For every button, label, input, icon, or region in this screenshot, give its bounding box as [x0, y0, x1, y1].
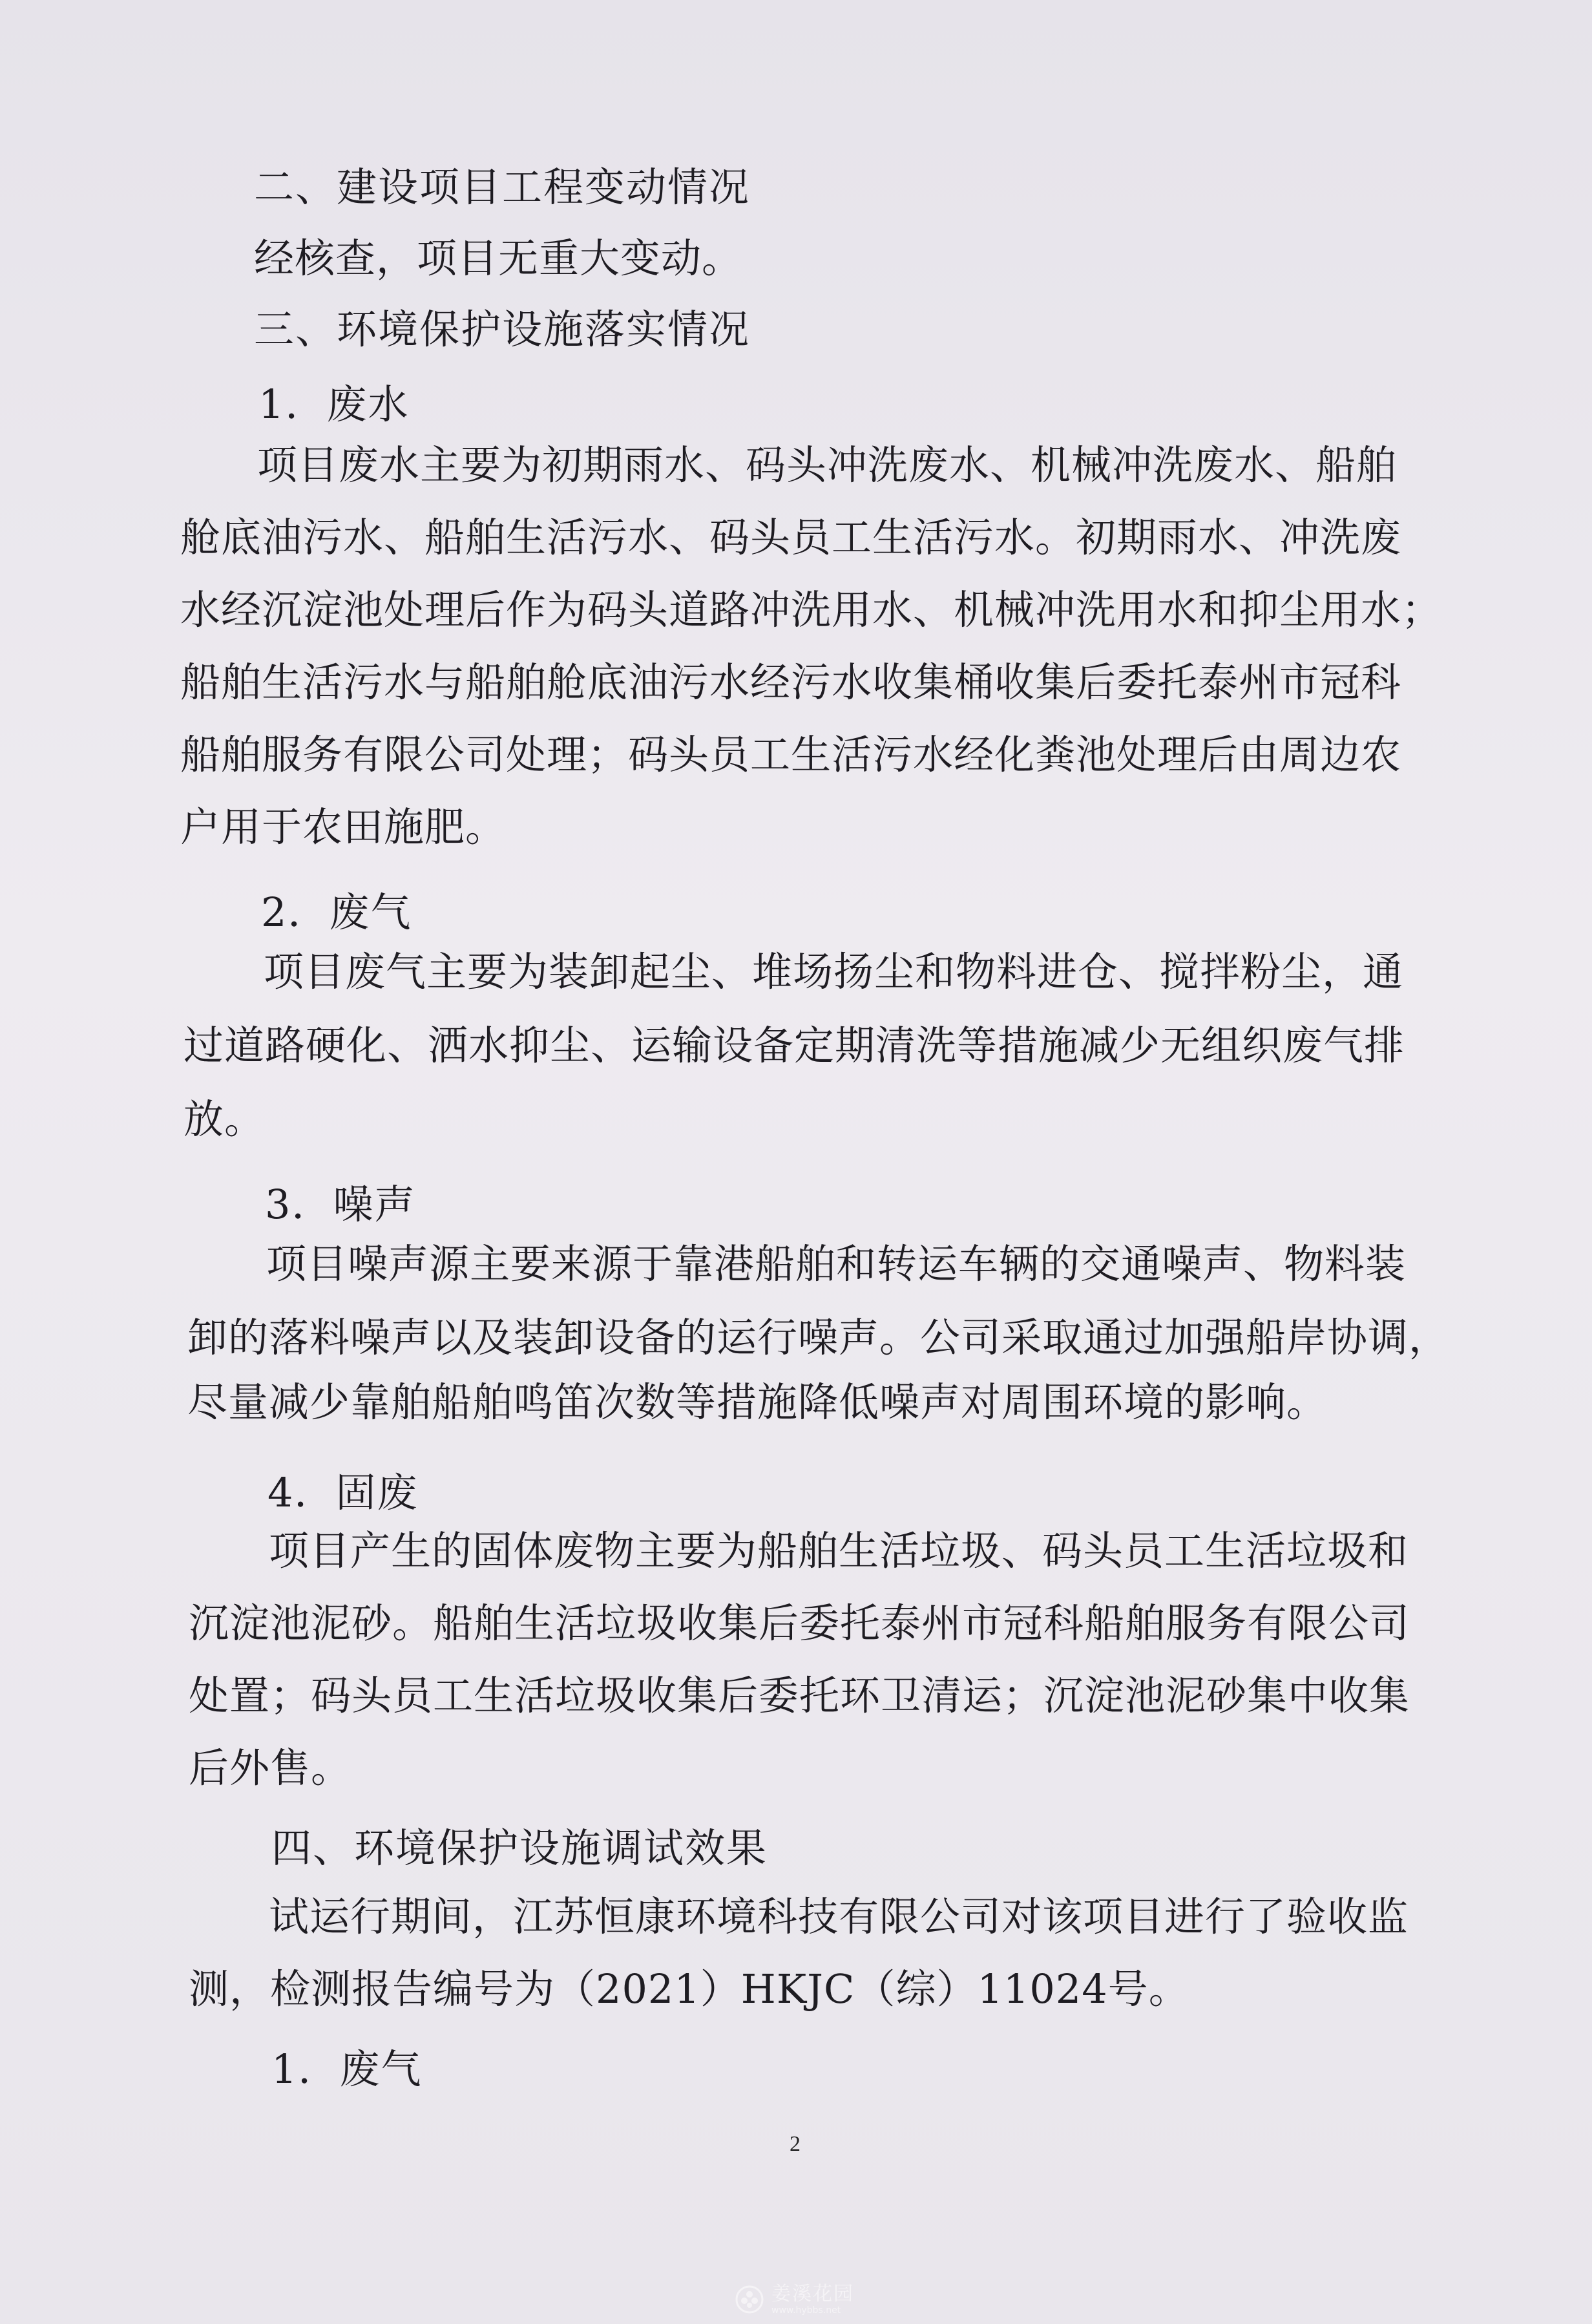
watermark-url: www.hybbs.net — [771, 2305, 841, 2316]
paragraph-line: 舱底油污水、船舶生活污水、码头员工生活污水。初期雨水、冲洗废 — [180, 514, 1402, 561]
paragraph-line: 项目噪声源主要来源于靠港船舶和转运车辆的交通噪声、物料装 — [266, 1240, 1407, 1287]
section-heading-4: 四、环境保护设施调试效果 — [271, 1824, 768, 1872]
paragraph-line: 船舶服务有限公司处理；码头员工生活污水经化粪池处理后由周边农 — [180, 731, 1402, 778]
paragraph-line: 放。 — [183, 1095, 266, 1143]
section-heading-3: 三、环境保护设施落实情况 — [254, 306, 751, 353]
subsection-heading-noise: 3．噪声 — [265, 1181, 416, 1228]
paragraph-line: 项目产生的固体废物主要为船舶生活垃圾、码头员工生活垃圾和 — [269, 1527, 1409, 1574]
paragraph-line: 水经沉淀池处理后作为码头道路冲洗用水、机械冲洗用水和抑尘用水； — [180, 586, 1443, 633]
paragraph-line: 项目废气主要为装卸起尘、堆场扬尘和物料进仓、搅拌粉尘，通 — [264, 948, 1404, 995]
paragraph-line: 沉淀池泥砂。船舶生活垃圾收集后委托泰州市冠科船舶服务有限公司 — [189, 1600, 1410, 1647]
paragraph-line: 尽量减少靠舶船舶鸣笛次数等措施降低噪声对周围环境的影响。 — [187, 1379, 1328, 1426]
flower-logo-icon — [735, 2285, 764, 2314]
paragraph-line: 船舶生活污水与船舶舱底油污水经污水收集桶收集后委托泰州市冠科 — [180, 659, 1402, 706]
paragraph-line: 户用于农田施肥。 — [180, 803, 507, 850]
section-heading-2: 二、建设项目工程变动情况 — [254, 164, 751, 211]
paragraph-line: 处置；码头员工生活垃圾收集后委托环卫清运；沉淀池泥砂集中收集 — [189, 1672, 1410, 1719]
subsection-heading-exhaust: 2．废气 — [261, 889, 412, 936]
paragraph-line: 后外售。 — [189, 1744, 352, 1791]
paragraph-line: 试运行期间，江苏恒康环境科技有限公司对该项目进行了验收监 — [269, 1893, 1409, 1940]
paragraph-line: 项目废水主要为初期雨水、码头冲洗废水、机械冲洗废水、船舶 — [257, 441, 1398, 489]
watermark — [735, 2280, 854, 2319]
page-number: 2 — [790, 2132, 801, 2156]
subsection-heading-wastewater: 1．废水 — [258, 381, 410, 428]
paragraph-line: 过道路硬化、洒水抑尘、运输设备定期清洗等措施减少无组织废气排 — [183, 1022, 1405, 1069]
paragraph-line: 测，检测报告编号为（2021）HKJC（综）11024号。 — [189, 1965, 1189, 2012]
paragraph-line: 经核查，项目无重大变动。 — [254, 235, 743, 282]
watermark-title: 姜溪花园 — [771, 2283, 854, 2305]
subsection-heading-solid-waste: 4．固废 — [267, 1469, 419, 1516]
paragraph-line: 卸的落料噪声以及装卸设备的运行噪声。公司采取通过加强船岸协调， — [187, 1314, 1450, 1361]
subsection-heading-exhaust-test: 1．废气 — [271, 2045, 423, 2093]
